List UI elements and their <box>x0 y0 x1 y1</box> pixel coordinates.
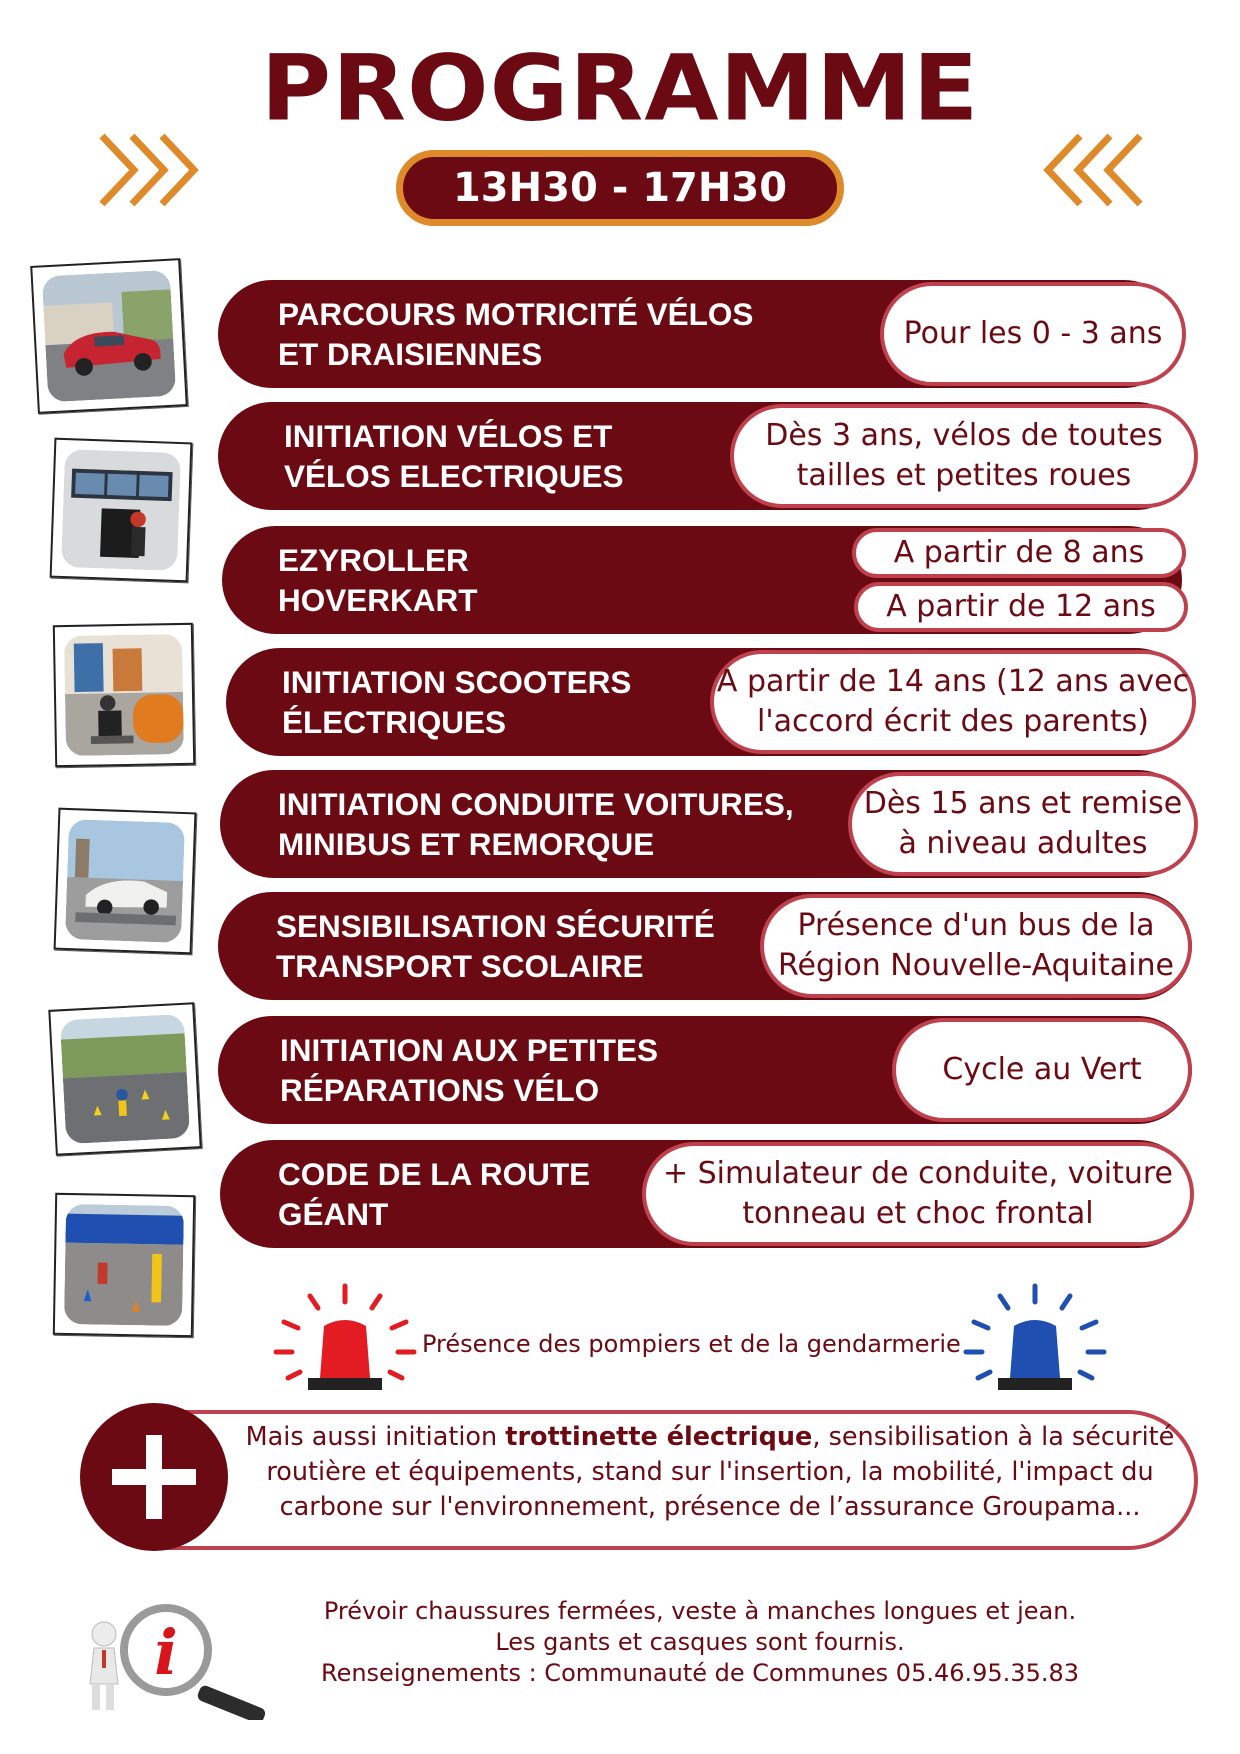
footer-line-1: Prévoir chaussures fermées, veste à manches longues et jean. <box>323 1597 1077 1625</box>
footer-line-3: Renseignements : Communauté de Communes 05.46.95.35.83 <box>320 1659 1080 1687</box>
age-info-text: à niveau adultes <box>898 826 1148 861</box>
activity-title-line: TRANSPORT SCOLAIRE <box>276 948 644 984</box>
extra-line-1 <box>240 1420 1180 1455</box>
info-text: Cycle au Vert <box>942 1052 1142 1087</box>
activity-title-line: INITIATION AUX PETITES <box>280 1032 659 1068</box>
age-info-text: A partir de 12 ans <box>886 589 1156 624</box>
activity-title-line: VÉLOS ELECTRIQUES <box>284 458 624 494</box>
extra-line-3: carbone sur l'environnement, présence de l’assurance Groupama... <box>279 1492 1141 1522</box>
time-range-badge <box>396 150 844 226</box>
age-info-pill <box>730 404 1198 508</box>
activity-title-line: INITIATION CONDUITE VOITURES, <box>278 786 794 822</box>
activity-title-line: ÉLECTRIQUES <box>282 704 507 740</box>
info-magnifier-icon <box>74 1600 284 1720</box>
photo-bike-course <box>48 1002 201 1155</box>
activity-title <box>278 280 753 388</box>
activity-title-line: RÉPARATIONS VÉLO <box>280 1072 600 1108</box>
extra-line1-rest: , sensibilisation à la sécurité <box>812 1422 1175 1452</box>
photo-road-code <box>53 1193 195 1337</box>
activity-title-line: INITIATION SCOOTERS <box>282 664 632 700</box>
time-range-text: 13H30 - 17H30 <box>452 165 788 211</box>
info-text: + Simulateur de conduite, voiture <box>662 1156 1174 1191</box>
age-info-text: l'accord écrit des parents) <box>757 704 1149 739</box>
age-info-text: A partir de 8 ans <box>893 535 1145 570</box>
photo-hoverkart <box>53 623 195 767</box>
activity-title <box>278 526 478 634</box>
footer-line-2: Les gants et casques sont fournis. <box>495 1628 905 1656</box>
photo-driving-simulator <box>50 438 193 583</box>
activity-title-line: PARCOURS MOTRICITÉ VÉLOS <box>278 296 754 332</box>
chevrons-left-icon <box>1040 132 1148 208</box>
info-pill <box>760 894 1192 998</box>
info-text: Présence d'un bus de la <box>797 908 1155 943</box>
info-pill <box>892 1018 1192 1122</box>
activity-title-line: GÉANT <box>278 1196 389 1232</box>
extra-bold: trottinette électrique <box>505 1422 813 1452</box>
red-siren-icon <box>270 1282 420 1392</box>
blue-siren-icon <box>960 1282 1110 1392</box>
age-info-pill <box>848 772 1198 876</box>
activity-title-line: MINIBUS ET REMORQUE <box>278 826 655 862</box>
info-pill <box>642 1142 1194 1246</box>
page-title: PROGRAMME <box>260 34 980 142</box>
extra-activities-text <box>240 1420 1180 1525</box>
activity-title-line: INITIATION VÉLOS ET <box>284 418 613 454</box>
age-info-text: tailles et petites roues <box>796 458 1132 493</box>
activity-title-line: ET DRAISIENNES <box>278 336 543 372</box>
photo-car-driving <box>30 258 188 414</box>
extra-prefix: Mais aussi initiation <box>245 1422 506 1452</box>
emergency-presence-text: Présence des pompiers et de la gendarmerie <box>422 1330 961 1358</box>
activity-title-line: EZYROLLER <box>278 542 469 578</box>
activity-title <box>282 648 631 756</box>
activity-title-line: HOVERKART <box>278 582 478 618</box>
plus-icon <box>80 1403 228 1551</box>
info-text: tonneau et choc frontal <box>742 1196 1094 1231</box>
activity-title <box>280 1016 658 1124</box>
activity-title-line: CODE DE LA ROUTE <box>278 1156 591 1192</box>
chevrons-right-icon <box>98 132 206 208</box>
svg-text:i: i <box>154 1616 178 1689</box>
age-info-pill <box>710 650 1196 754</box>
age-info-pill <box>880 282 1186 386</box>
age-info-pill-bottom <box>854 582 1188 632</box>
info-text: Région Nouvelle-Aquitaine <box>778 948 1174 983</box>
activity-title <box>278 1140 590 1248</box>
age-info-text: Dès 3 ans, vélos de toutes <box>765 418 1163 453</box>
activity-title-line: SENSIBILISATION SÉCURITÉ <box>276 908 715 944</box>
age-info-text: Dès 15 ans et remise <box>863 786 1183 821</box>
activity-title <box>276 892 715 1000</box>
activity-title <box>278 770 794 878</box>
photo-car-trailer <box>54 808 197 955</box>
practical-info <box>300 1596 1100 1689</box>
activity-title <box>284 402 624 510</box>
age-info-pill-top <box>852 528 1186 578</box>
extra-line-2: routière et équipements, stand sur l'insertion, la mobilité, l'impact du <box>266 1457 1154 1487</box>
age-info-text: A partir de 14 ans (12 ans avec <box>716 664 1190 699</box>
age-info-text: Pour les 0 - 3 ans <box>903 316 1163 351</box>
